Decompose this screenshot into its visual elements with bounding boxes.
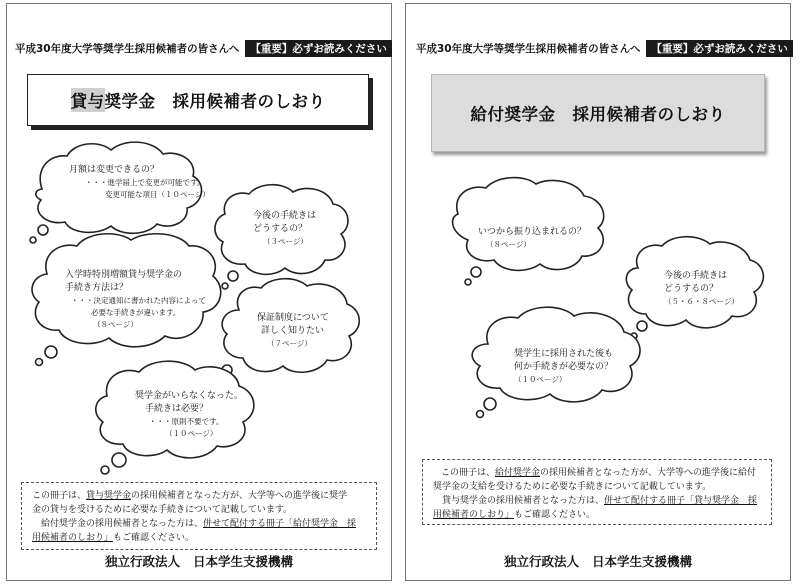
important-badge: 【重要】必ずお読みください xyxy=(646,40,793,57)
bubble-detail: ・・・進学届上で変更が可能です。 xyxy=(85,178,205,187)
bubble-question: 手続き方法は？ xyxy=(65,283,129,293)
note-underlined: 併せて配付する冊子「給付奨学金 採 xyxy=(203,519,357,529)
booklet-cover-loan xyxy=(6,3,392,581)
bubble-1-text xyxy=(69,164,210,201)
bubble-question: 今後の手続きは xyxy=(664,271,728,281)
booklet-note xyxy=(422,459,772,525)
publisher-footer xyxy=(406,552,790,570)
booklet-title xyxy=(431,74,765,152)
note-text: もご確認ください。 xyxy=(514,510,596,520)
publisher-name: 日本学生支援機構 xyxy=(193,554,294,569)
bubble-3-text xyxy=(65,269,206,331)
bubble-2-text xyxy=(664,270,739,308)
booklet-cover-grant xyxy=(405,3,791,581)
note-text: 金の貸与を受けるために必要な手続きについて記載しています。 xyxy=(32,505,293,515)
note-text: もご確認ください。 xyxy=(113,533,195,543)
booklet-title xyxy=(27,74,369,126)
bubble-detail: ・・・原則不要です。 xyxy=(149,417,224,426)
title-highlight: 給付 xyxy=(470,105,505,124)
bubble-detail: ・・・決定通知に書かれた内容によって xyxy=(71,296,206,305)
publisher-type: 独立行政法人 xyxy=(503,554,579,569)
note-text: の採用候補者となった方が、大学等への進学後に奨学 xyxy=(131,491,348,501)
publisher-name: 日本学生支援機構 xyxy=(592,554,693,569)
bubble-1-text xyxy=(478,226,586,251)
bubble-page-ref: （３ページ） xyxy=(263,237,308,246)
bubble-question: どうするの？ xyxy=(664,284,719,294)
bubble-3-text xyxy=(514,348,613,386)
important-badge: 【重要】必ずお読みください xyxy=(245,40,392,57)
bubble-5-text xyxy=(135,390,243,440)
bubble-question: 何か手続きが必要なの？ xyxy=(514,362,614,372)
note-underlined: 給付奨学金 xyxy=(495,468,541,478)
note-text: この冊子は、 xyxy=(32,491,87,501)
bubble-question: 保証制度について xyxy=(257,313,329,323)
title-text: 奨学金 採用候補者のしおり xyxy=(504,105,726,124)
bubble-page-ref: （５・６・８ページ） xyxy=(664,297,739,306)
bubble-page-ref: （８ページ） xyxy=(93,320,138,329)
title-text: 奨学金 採用候補者のしおり xyxy=(104,92,326,111)
note-text: この冊子は、 xyxy=(441,468,496,478)
title-highlight: 貸与 xyxy=(71,88,105,112)
bubble-detail: 変更可能な項目（１０ページ） xyxy=(105,190,210,199)
note-text: 貸与奨学金の採用候補者となった方は、 xyxy=(442,496,605,506)
bubble-page-ref: （１０ページ） xyxy=(514,375,567,384)
note-text: 給付奨学金の採用候補者となった方は、 xyxy=(41,519,204,529)
bubble-question: どうするの？ xyxy=(253,224,308,234)
header-text: 平成30年度大学等奨学生採用候補者の皆さんへ xyxy=(15,43,240,55)
bubble-4-text xyxy=(257,312,329,350)
bubble-question: 奨学金がいらなくなった。 xyxy=(135,391,244,401)
note-underlined: 用候補者のしおり」 xyxy=(433,510,515,520)
publisher-footer xyxy=(7,552,391,570)
bubble-detail: 必要な手続きが違います。 xyxy=(91,308,181,317)
note-underlined: 用候補者のしおり」 xyxy=(32,533,114,543)
bubble-2-text xyxy=(253,210,316,248)
publisher-type: 独立行政法人 xyxy=(104,554,180,569)
notice-header xyxy=(416,40,793,57)
note-text: 奨学金の支給を受けるために必要な手続きについて記載しています。 xyxy=(433,482,712,492)
bubble-question: 今後の手続きは xyxy=(253,211,317,221)
note-text: の採用候補者となった方が、大学等への進学後に給付 xyxy=(540,468,757,478)
bubble-page-ref: （７ページ） xyxy=(267,339,312,348)
notice-header xyxy=(15,40,392,57)
bubble-question: 月額は変更できるの？ xyxy=(69,165,160,175)
booklet-note xyxy=(21,482,377,550)
bubble-question: 手続きは必要？ xyxy=(145,404,209,414)
note-underlined: 貸与奨学金 xyxy=(86,491,132,501)
bubble-question: いつから振り込まれるの？ xyxy=(478,227,587,237)
bubble-page-ref: （８ページ） xyxy=(486,240,531,249)
note-underlined: 併せて配付する冊子「貸与奨学金 採 xyxy=(604,496,758,506)
bubble-page-ref: （１０ページ） xyxy=(165,429,218,438)
bubble-question: 奨学生に採用された後も xyxy=(514,349,614,359)
bubble-question: 詳しく知りたい xyxy=(261,326,325,336)
header-text: 平成30年度大学等奨学生採用候補者の皆さんへ xyxy=(416,43,641,55)
bubble-question: 入学時特別増額貸与奨学金の xyxy=(65,270,183,280)
